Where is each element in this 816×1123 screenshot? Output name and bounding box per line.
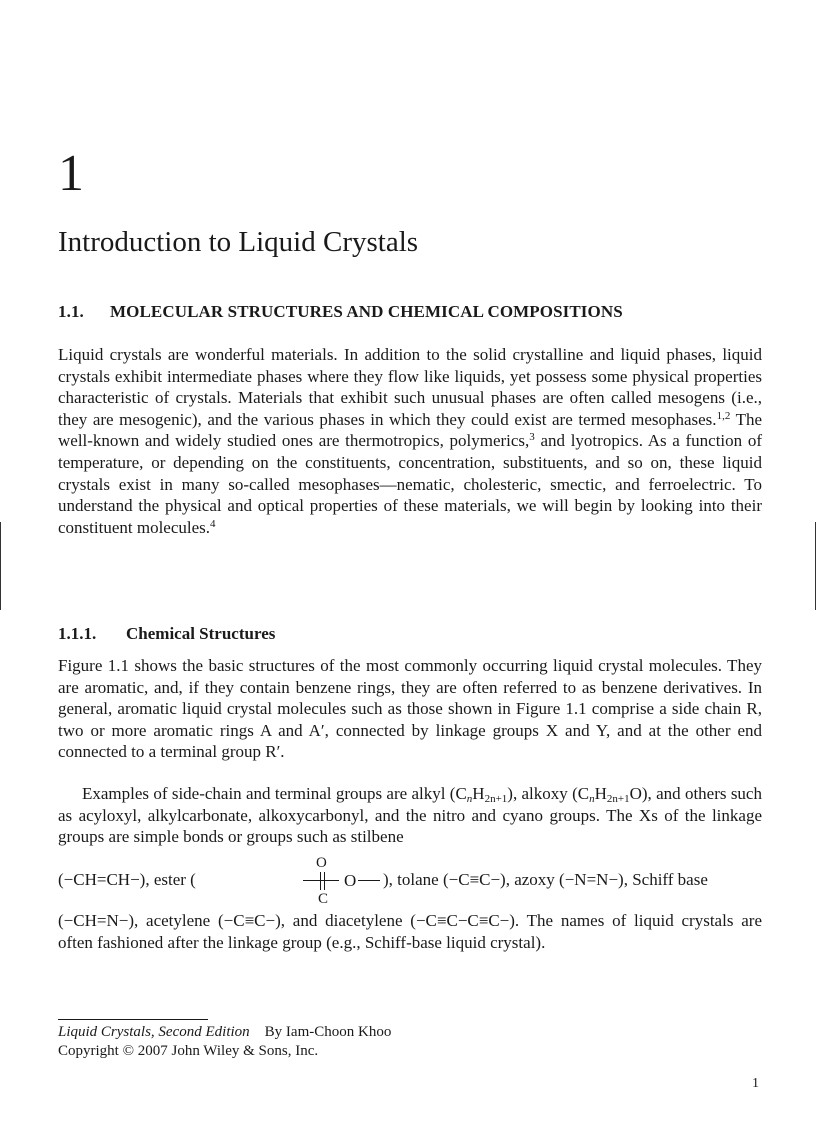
intro-text-b: The well-known and widely studied ones are thermotropics, polymerics, (58, 409, 763, 451)
footnote-author: By Iam-Choon Khoo (264, 1024, 392, 1040)
citation-4: 4 (210, 517, 216, 530)
page-number: 1 (752, 1076, 759, 1091)
side-chain-paragraph (58, 783, 762, 848)
section-number: 1.1. (58, 302, 84, 321)
intro-text-c: and lyotropics. As a function of temperature, or depending on the constituents, concentration, substituents, and so on, these liquid crystals exist in many so-called mesophases—nematic, cholesteric, smectic, and ferroelectric. To understand the physical and optical properties of these materials, we will begin by looking into their constituent molecules. (58, 431, 763, 537)
p3-sub-2n1-1: 2n+1 (484, 793, 508, 805)
footnote-book-title: Liquid Crystals, Second Edition (58, 1024, 250, 1040)
footnote (58, 1023, 391, 1061)
ester-carbon: C (318, 891, 329, 907)
p3-sub-n-1: n (466, 793, 473, 805)
chemical-structures-paragraph: Figure 1.1 shows the basic structures of the most commonly occurring liquid crystal molecules. They are aromatic, and, if they contain benzene rings, they are often referred to as benzene derivatives. In general, aromatic liquid crystal molecules such as those shown in Figure 1.1 comprise a side chain R, two or more aromatic rings A and A′, connected by linkage groups X and Y, and at the other end connected to a terminal group R′. (58, 656, 762, 762)
chapter-title: Introduction to Liquid Crystals (58, 226, 419, 258)
p3-text-3: O), and others such as acyloxyl, alkylcarbonate, alkoxycarbonyl, and the nitro and cyano groups. The Xs of the linkage groups are simple bonds or groups such as stilbene (58, 784, 762, 847)
intro-text-a: Liquid crystals are wonderful materials. In addition to the solid crystalline and liquid phases, liquid crystals exhibit intermediate phases where they flow like liquids, yet possess some physical properties characteristic of crystals. Materials that exhibit such unusual phases are often called mesogens (i.e., they are mesogenic), and the various phases in which they could exist are termed mesophases. (58, 345, 762, 429)
section-title: MOLECULAR STRUCTURES AND CHEMICAL COMPOSITIONS (110, 302, 623, 321)
p3-sub-n-2: n (589, 793, 595, 805)
footnote-rule (58, 1019, 208, 1020)
citation-1-2: 1,2 (716, 409, 731, 422)
ester-oxygen: O (344, 871, 357, 890)
ester-right-bond (358, 880, 380, 881)
subsection-number: 1.1.1. (58, 624, 97, 643)
subsection-heading (58, 623, 758, 645)
subsection-title: Chemical Structures (126, 624, 276, 643)
left-margin-line (0, 522, 1, 610)
citation-3: 3 (529, 431, 535, 444)
chapter-number: 1 (58, 145, 84, 202)
linkage-names-paragraph: (−CH=N−), acetylene (−C≡C−), and diacetylene (−C≡C−C≡C−). The names of liquid crystals are often fashioned after the linkage group (e.g., Schiff-base liquid crystal). (58, 911, 762, 952)
p3-sub-2n1-2: 2n+1 (606, 793, 630, 805)
ester-left-bond (303, 880, 339, 881)
section-heading (58, 301, 758, 323)
p3-h-2: H (594, 784, 607, 803)
linkage-groups-line (58, 856, 762, 908)
p3-h-1: H (472, 784, 485, 803)
intro-paragraph (58, 344, 762, 538)
p3-text-1: Examples of side-chain and terminal groups are alkyl (C (82, 784, 467, 803)
footnote-book-line (58, 1023, 391, 1042)
footnote-copyright: Copyright © 2007 John Wiley & Sons, Inc. (58, 1043, 319, 1059)
p3-text-2: ), alkoxy (C (507, 784, 590, 803)
ester-carbonyl-oxygen: O (316, 855, 327, 871)
tolane-azoxy-schiff-text: ), tolane (−C≡C−), azoxy (−N=N−), Schiff base (383, 870, 708, 889)
stilbene-ester-text: (−CH=CH−), ester ( (58, 870, 196, 889)
